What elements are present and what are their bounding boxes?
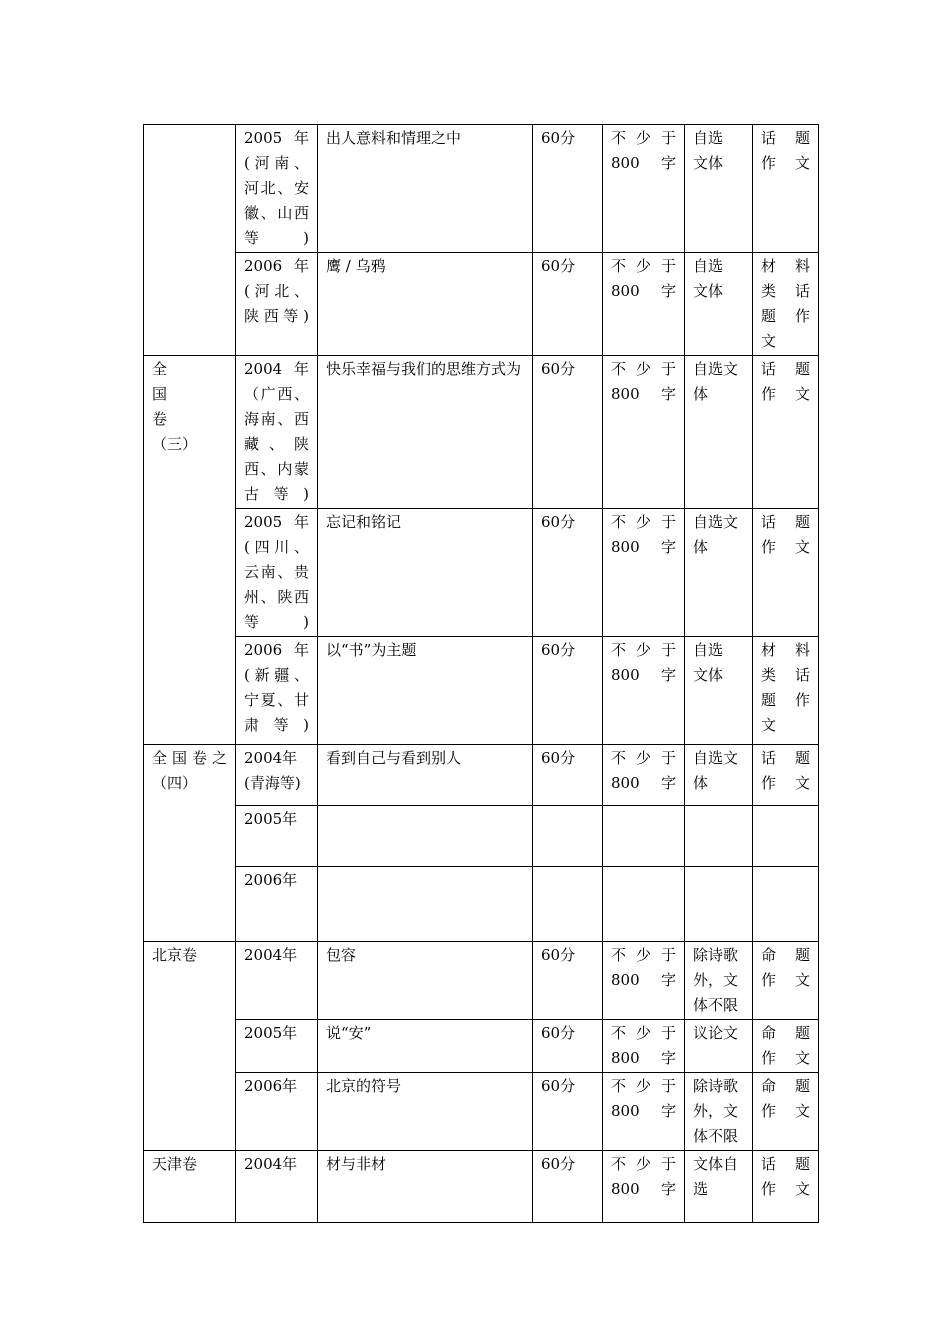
table-row: [144, 806, 819, 867]
region-cell: [144, 125, 236, 356]
year-cell: 2005年 (河南、河北、安徽、山西等): [236, 125, 318, 253]
year-cell: 2004年 （广西、海南、西藏、陕西、内蒙古等): [236, 356, 318, 509]
score-cell: 60分: [533, 942, 603, 1020]
year-cell: 2006年 (河北、陕西等): [236, 253, 318, 356]
score-cell: 60分: [533, 1151, 603, 1223]
table-row: [144, 745, 819, 806]
title-cell: 材与非材: [318, 1151, 533, 1223]
score-cell: 60分: [533, 637, 603, 745]
genre-cell: 除诗歌外，文体不限: [685, 1073, 753, 1151]
word-count-cell: 不少于 800字: [603, 1151, 685, 1223]
word-count-cell: [603, 867, 685, 942]
table-row: [144, 356, 819, 509]
genre-cell: 文体自选: [685, 1151, 753, 1223]
score-cell: 60分: [533, 745, 603, 806]
title-cell: [318, 867, 533, 942]
genre-cell: 议论文: [685, 1020, 753, 1073]
type-cell: 话题 作文: [753, 1151, 819, 1223]
table-row: [144, 1073, 819, 1151]
type-cell: [753, 806, 819, 867]
type-cell: 材料 类话 题作 文: [753, 253, 819, 356]
year-cell: 2005年: [236, 1020, 318, 1073]
table-row: [144, 509, 819, 637]
score-cell: [533, 867, 603, 942]
type-cell: 命题 作文: [753, 942, 819, 1020]
title-cell: 鹰 / 乌鸦: [318, 253, 533, 356]
title-cell: 北京的符号: [318, 1073, 533, 1151]
score-cell: 60分: [533, 356, 603, 509]
title-cell: [318, 806, 533, 867]
type-cell: 话题 作文: [753, 745, 819, 806]
year-cell: 2006年: [236, 1073, 318, 1151]
type-cell: 话题 作文: [753, 356, 819, 509]
genre-cell: [685, 867, 753, 942]
genre-cell: 自选文体: [685, 745, 753, 806]
score-cell: 60分: [533, 1020, 603, 1073]
genre-cell: 除诗歌外，文体不限: [685, 942, 753, 1020]
title-cell: 快乐幸福与我们的思维方式为: [318, 356, 533, 509]
table-row: [144, 867, 819, 942]
region-cell: 全国卷之（四）: [144, 745, 236, 942]
title-cell: 忘记和铭记: [318, 509, 533, 637]
title-cell: 看到自己与看到别人: [318, 745, 533, 806]
year-cell: 2004年 (青海等): [236, 745, 318, 806]
word-count-cell: 不少于 800字: [603, 942, 685, 1020]
score-cell: 60分: [533, 253, 603, 356]
table-row: [144, 253, 819, 356]
year-cell: 2005年 (四川、云南、贵州、陕西等): [236, 509, 318, 637]
word-count-cell: 不少于 800字: [603, 509, 685, 637]
word-count-cell: 不少于 800字: [603, 125, 685, 253]
essay-topic-table: [143, 124, 819, 1223]
table-row: [144, 637, 819, 745]
region-cell: 全 国 卷 （三）: [144, 356, 236, 745]
table-row: [144, 125, 819, 253]
year-cell: 2006年 (新疆、宁夏、甘肃等): [236, 637, 318, 745]
title-cell: 包容: [318, 942, 533, 1020]
type-cell: 材料 类话 题作 文: [753, 637, 819, 745]
table-row: [144, 1020, 819, 1073]
region-cell: 天津卷: [144, 1151, 236, 1223]
year-cell: 2004年: [236, 1151, 318, 1223]
type-cell: [753, 867, 819, 942]
score-cell: 60分: [533, 1073, 603, 1151]
region-cell: 北京卷: [144, 942, 236, 1151]
word-count-cell: 不少于 800字: [603, 1073, 685, 1151]
word-count-cell: 不少于 800字: [603, 356, 685, 509]
type-cell: 话题 作文: [753, 125, 819, 253]
type-cell: 命题 作文: [753, 1020, 819, 1073]
table-row: [144, 1151, 819, 1223]
year-cell: 2005年: [236, 806, 318, 867]
genre-cell: 自选文体: [685, 509, 753, 637]
word-count-cell: 不少于 800字: [603, 1020, 685, 1073]
year-cell: 2006年: [236, 867, 318, 942]
year-cell: 2004年: [236, 942, 318, 1020]
word-count-cell: 不少于 800字: [603, 253, 685, 356]
genre-cell: 自选 文体: [685, 637, 753, 745]
score-cell: 60分: [533, 125, 603, 253]
table-row: [144, 942, 819, 1020]
genre-cell: 自选文体: [685, 356, 753, 509]
genre-cell: 自选 文体: [685, 125, 753, 253]
word-count-cell: 不少于 800字: [603, 745, 685, 806]
word-count-cell: 不少于 800字: [603, 637, 685, 745]
type-cell: 话题 作文: [753, 509, 819, 637]
score-cell: [533, 806, 603, 867]
genre-cell: 自选 文体: [685, 253, 753, 356]
title-cell: 以“书”为主题: [318, 637, 533, 745]
type-cell: 命题 作文: [753, 1073, 819, 1151]
genre-cell: [685, 806, 753, 867]
title-cell: 出人意料和情理之中: [318, 125, 533, 253]
title-cell: 说“安”: [318, 1020, 533, 1073]
score-cell: 60分: [533, 509, 603, 637]
word-count-cell: [603, 806, 685, 867]
